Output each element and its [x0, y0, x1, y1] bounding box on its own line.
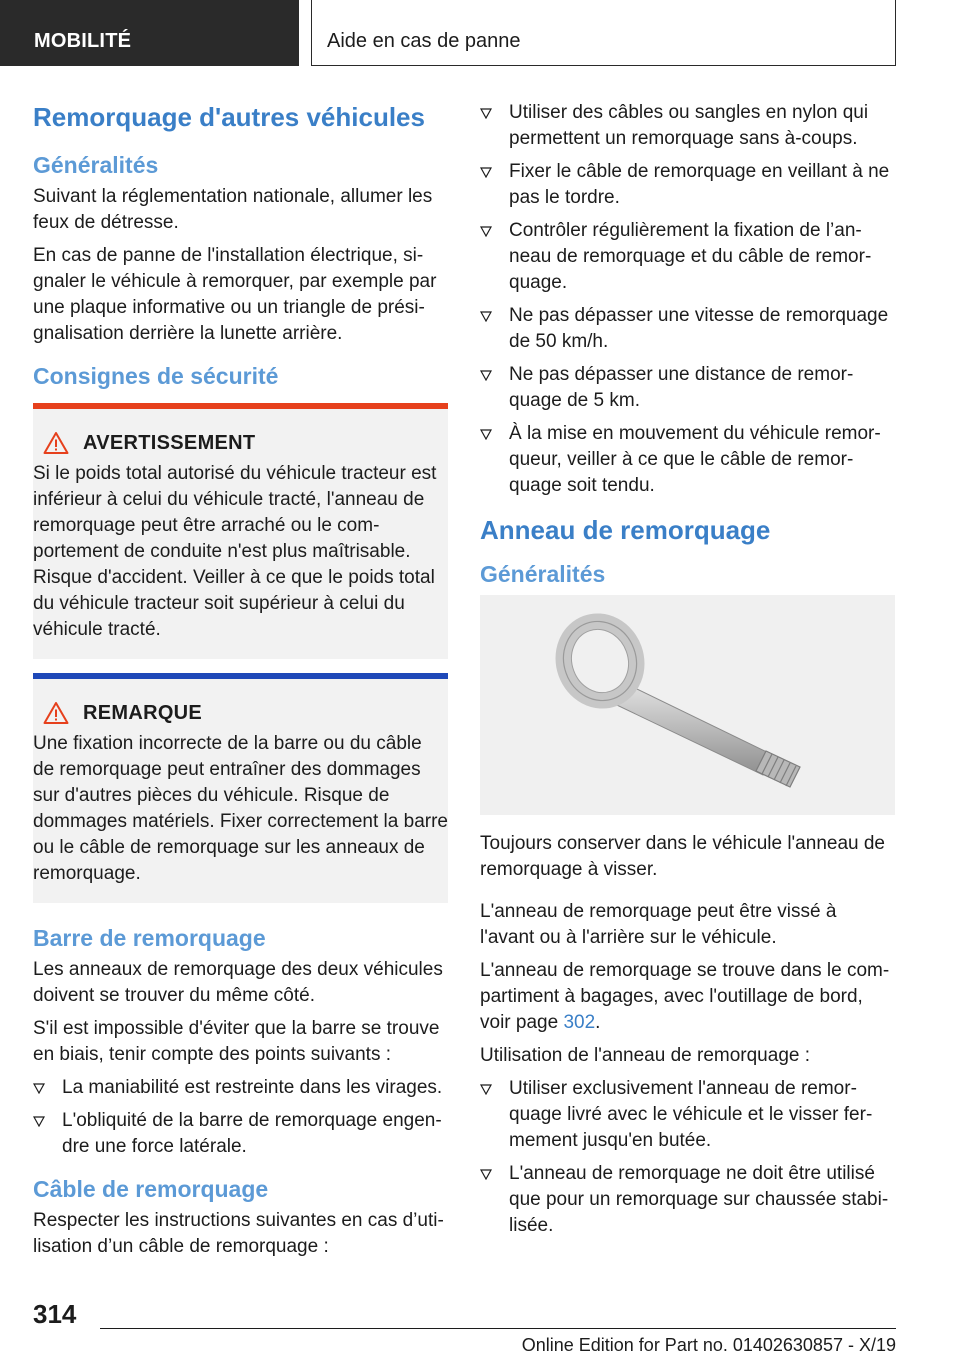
- warning-triangle-icon: [43, 701, 69, 725]
- list-item: À la mise en mouvement du véhicule remorqueur, veiller à ce que le câble de remorquage soit tendu.: [480, 421, 895, 499]
- list-item: Contrôler régulièrement la fixation de l’anneau de remorquage et du câble de remorquage.: [480, 218, 895, 296]
- bullet-triangle-icon: [480, 225, 492, 237]
- page-link[interactable]: 302: [563, 1012, 596, 1033]
- section-title-anneau: Anneau de remorquage: [480, 515, 771, 545]
- heading-generalites-anneau: Généralités: [480, 561, 606, 587]
- paragraph: L'anneau de remorquage peut être vissé à l'avant ou à l'arrière sur le véhicule.: [480, 901, 837, 948]
- barre-list: [33, 1075, 448, 1160]
- heading-generalites: Généralités: [33, 152, 159, 178]
- towing-eye-illustration: [538, 605, 838, 805]
- bullet-triangle-icon: [480, 166, 492, 178]
- chapter-label: Aide en cas de panne: [311, 0, 896, 66]
- heading-consignes: Consignes de sécurité: [33, 363, 279, 389]
- anneau-list: [480, 1076, 895, 1239]
- list-item: L'obliquité de la barre de remorquage engendre une force latérale.: [33, 1108, 448, 1160]
- paragraph: Utilisation de l'anneau de remorquage :: [480, 1045, 811, 1066]
- heading-cable: Câble de remorquage: [33, 1176, 269, 1202]
- bullet-triangle-icon: [480, 107, 492, 119]
- towing-eye-image: [480, 595, 895, 815]
- warning-triangle-icon: [43, 431, 69, 455]
- cable-list: [480, 100, 895, 499]
- paragraph: Toujours conserver dans le véhicule l'anneau de remorquage à visser.: [480, 833, 885, 880]
- bullet-triangle-icon: [33, 1115, 45, 1127]
- note-box: [33, 673, 448, 903]
- paragraph: Les anneaux de remorquage des deux véhicules doivent se trouver du même côté.: [33, 959, 443, 1006]
- paragraph: Suivant la réglementation nationale, allumer les feux de détresse.: [33, 186, 433, 233]
- note-text: Une fixation incorrecte de la barre ou du câble de remorquage peut entraîner des dommages sur d'autres pièces du véhicule. Risque de dommages matériels. Fixer correctement la barre ou le câble de remorquage sur les anneaux de remorquage.: [33, 733, 448, 884]
- warning-label: AVERTISSEMENT: [83, 431, 256, 454]
- list-item: Ne pas dépasser une vitesse de remorquage de 50 km/h.: [480, 303, 895, 355]
- paragraph: Respecter les instructions suivantes en cas d’utilisation d’un câble de remorquage :: [33, 1210, 444, 1257]
- left-column: [33, 100, 448, 1267]
- edition-note: Online Edition for Part no. 01402630857 - X/19: [521, 1335, 896, 1355]
- page-header: [0, 0, 960, 66]
- list-item: Utiliser des câbles ou sangles en nylon qui permettent un remorquage sans à-coups.: [480, 100, 895, 152]
- paragraph: L'anneau de remorquage se trouve dans le compartiment à bagages, avec l'outillage de bord, voir page 302.: [480, 960, 890, 1033]
- paragraph: S'il est impossible d'éviter que la barre se trouve en biais, tenir compte des points suivants :: [33, 1018, 440, 1065]
- paragraph: En cas de panne de l'installation électrique, signaler le véhicule à remorquer, par exemple par une plaque informative ou un triangle de présignalisation derrière la lunette arrière.: [33, 245, 437, 344]
- list-item: Fixer le câble de remorquage en veillant à ne pas le tordre.: [480, 159, 895, 211]
- heading-barre: Barre de remorquage: [33, 925, 266, 951]
- list-item: La maniabilité est restreinte dans les virages.: [33, 1075, 448, 1101]
- note-label: REMARQUE: [83, 701, 203, 724]
- bullet-triangle-icon: [480, 428, 492, 440]
- list-item: Ne pas dépasser une distance de remorquage de 5 km.: [480, 362, 895, 414]
- list-item: Utiliser exclusivement l'anneau de remorquage livré avec le véhicule et le visser fermement jusqu'en butée.: [480, 1076, 895, 1154]
- bullet-triangle-icon: [480, 1083, 492, 1095]
- warning-box: [33, 403, 448, 659]
- bullet-triangle-icon: [480, 1168, 492, 1180]
- footer-divider: [100, 1328, 896, 1329]
- bullet-triangle-icon: [480, 310, 492, 322]
- section-title: Remorquage d'autres véhicules: [33, 102, 425, 132]
- bullet-triangle-icon: [33, 1082, 45, 1094]
- section-label: MOBILITÉ: [0, 0, 299, 66]
- list-item: L'anneau de remorquage ne doit être utilisé que pour un remorquage sur chaussée stabilisée.: [480, 1161, 895, 1239]
- warning-text: Si le poids total autorisé du véhicule tracteur est inférieur à celui du véhicule tracté, l'anneau de remorquage peut être arraché ou le comportement de conduite n'est plus maîtrisable. Risque d'accident. Veiller à ce que le poids total du véhicule tracteur soit supérieur à celui du véhicule tracté.: [33, 463, 437, 640]
- page-number: 314: [33, 1299, 77, 1329]
- right-column: [480, 100, 895, 1247]
- bullet-triangle-icon: [480, 369, 492, 381]
